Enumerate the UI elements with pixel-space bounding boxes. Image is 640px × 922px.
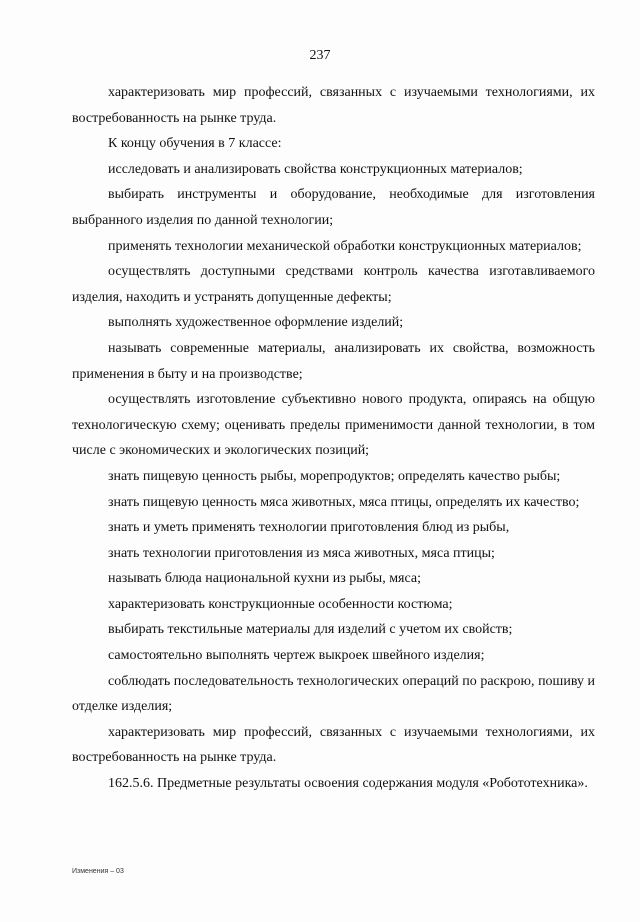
paragraph: знать пищевую ценность рыбы, морепродуктов; определять качество рыбы;: [108, 468, 561, 484]
page-number: 237: [309, 48, 331, 63]
paragraph: соблюдать последовательность технологических операций по раскрою, пошиву и отделке изделия;: [72, 673, 595, 715]
paragraph: характеризовать мир профессий, связанных с изучаемыми технологиями, их востребованность на рынке труда.: [72, 724, 595, 766]
paragraph: знать пищевую ценность мяса животных, мяса птицы, определять их качество;: [108, 494, 580, 510]
paragraph: знать технологии приготовления из мяса животных, мяса птицы;: [108, 545, 495, 561]
paragraph: исследовать и анализировать свойства конструкционных материалов;: [108, 161, 523, 177]
paragraph: знать и уметь применять технологии приготовления блюд из рыбы,: [108, 520, 510, 536]
body-text: [72, 80, 595, 797]
paragraph: называть современные материалы, анализировать их свойства, возможность применения в быту и на производстве;: [72, 340, 595, 382]
paragraph: характеризовать мир профессий, связанных с изучаемыми технологиями, их востребованность на рынке труда.: [72, 85, 595, 126]
paragraph: выбирать текстильные материалы для изделий с учетом их свойств;: [108, 622, 513, 638]
paragraph: характеризовать конструкционные особенности костюма;: [108, 596, 453, 612]
footer-revision: Изменения – 03: [72, 868, 124, 875]
paragraph: выбирать инструменты и оборудование, необходимые для изготовления выбранного изделия по данной технологии;: [72, 187, 595, 228]
paragraph: применять технологии механической обработки конструкционных материалов;: [108, 238, 582, 254]
paragraph: осуществлять доступными средствами контроль качества изготавливаемого изделия, находить и устранять допущенные дефекты;: [72, 264, 595, 305]
paragraph: К концу обучения в 7 классе:: [108, 136, 282, 152]
paragraph: называть блюда национальной кухни из рыбы, мяса;: [108, 571, 421, 587]
section-paragraph: 162.5.6. Предметные результаты освоения содержания модуля «Робототехника».: [108, 776, 588, 792]
paragraph: самостоятельно выполнять чертеж выкроек швейного изделия;: [108, 648, 485, 664]
paragraph: осуществлять изготовление субъективно нового продукта, опираясь на общую технологическую схему; оценивать пределы применимости данной технологии, в том числе с экономических и экологических позиций;: [72, 392, 595, 459]
paragraph: выполнять художественное оформление изделий;: [108, 315, 404, 331]
